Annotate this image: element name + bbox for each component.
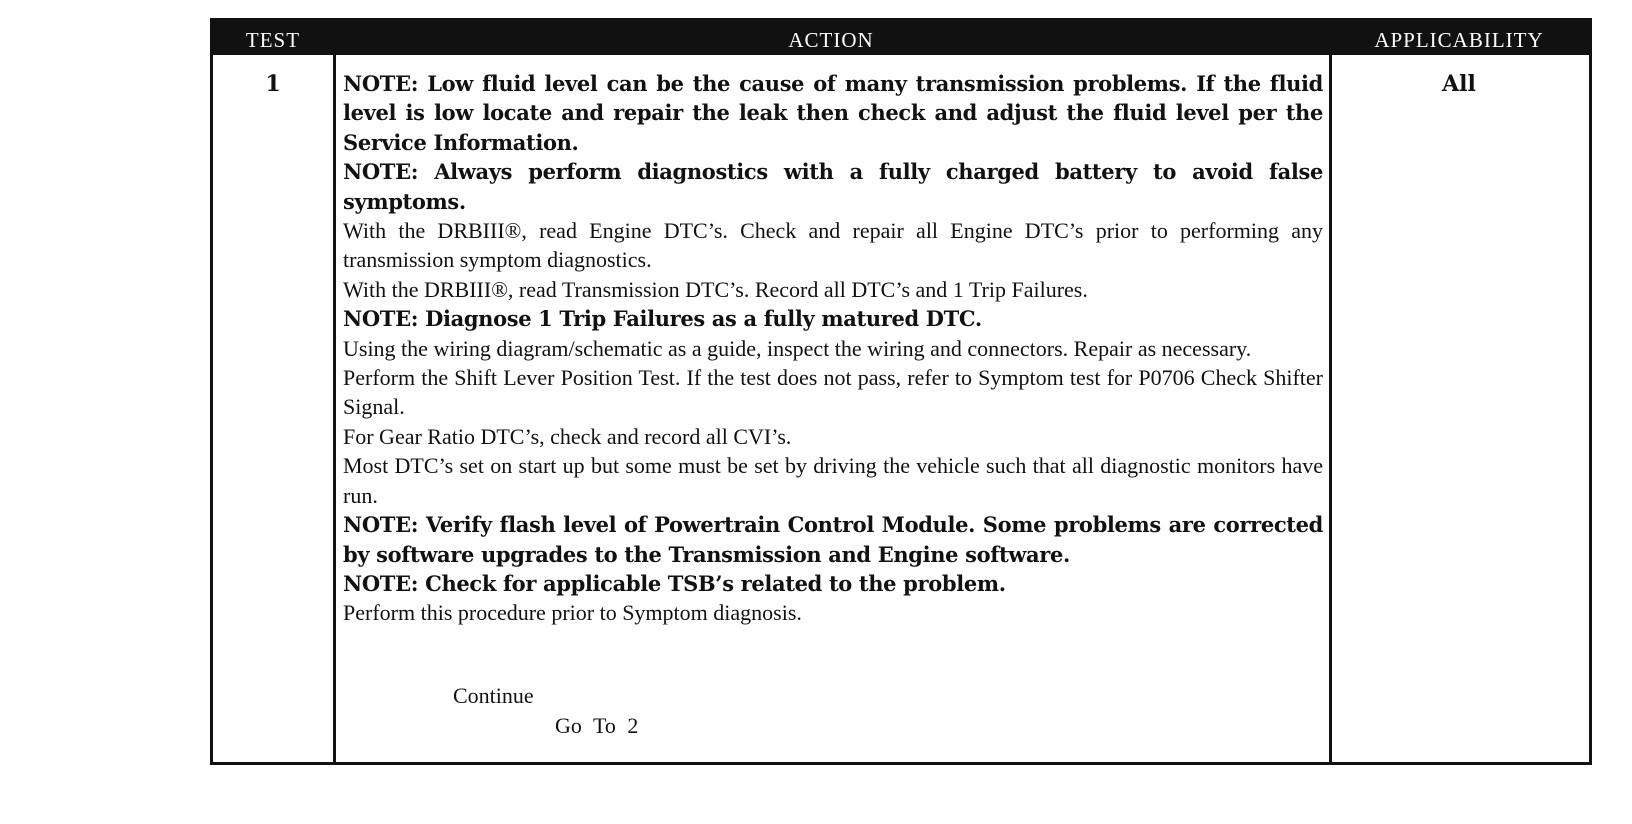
applicability-value: All [1442, 71, 1476, 97]
instruction-line: Using the wiring diagram/schematic as a guide, inspect the wiring and connectors. Repair as necessary. [343, 335, 1252, 361]
instruction-line: Perform the Shift Lever Position Test. If the test does not pass, refer to Symptom test for P0706 Check Shifter Signal. [343, 365, 1323, 420]
table-header [213, 21, 1589, 55]
goto-label: Go To [555, 713, 616, 738]
note-line: NOTE: Diagnose 1 Trip Failures as a fully matured DTC. [343, 306, 982, 332]
instruction-line: Most DTC’s set on start up but some must be set by driving the vehicle such that all diagnostic monitors have run. [343, 453, 1323, 508]
note-line: NOTE: Always perform diagnostics with a fully charged battery to avoid false symptoms. [343, 159, 1323, 214]
goto-target: 2 [627, 713, 639, 738]
column-divider-1 [333, 55, 336, 762]
goto-instruction [555, 713, 638, 739]
continue-label: Continue [453, 683, 534, 708]
action-text [343, 69, 1323, 628]
diagnostic-table [210, 18, 1592, 765]
note-line: NOTE: Check for applicable TSB’s related to the problem. [343, 570, 1006, 596]
header-action: ACTION [788, 28, 874, 52]
header-applicability: APPLICABILITY [1374, 28, 1544, 52]
note-line: NOTE: Verify flash level of Powertrain Control Module. Some problems are corrected by software upgrades to the Transmission and Engine software. [343, 512, 1323, 567]
instruction-line: Perform this procedure prior to Symptom diagnosis. [343, 600, 802, 626]
note-line: NOTE: Low fluid level can be the cause of many transmission problems. If the fluid level is low locate and repair the leak then check and adjust the fluid level per the Service Information. [343, 71, 1323, 155]
instruction-line: With the DRBIII®, read Engine DTC’s. Check and repair all Engine DTC’s prior to performing any transmission symptom diagnostics. [343, 218, 1323, 273]
column-divider-2 [1329, 55, 1332, 762]
test-number: 1 [265, 71, 281, 97]
instruction-line: For Gear Ratio DTC’s, check and record all CVI’s. [343, 423, 792, 449]
instruction-line: With the DRBIII®, read Transmission DTC’s. Record all DTC’s and 1 Trip Failures. [343, 276, 1088, 302]
header-test: TEST [245, 28, 301, 52]
